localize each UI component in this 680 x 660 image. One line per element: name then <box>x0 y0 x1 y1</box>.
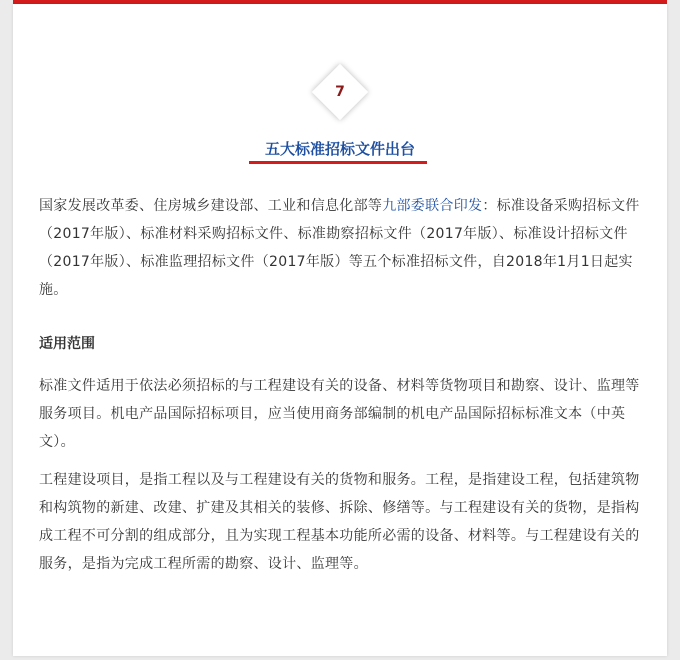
scope-heading: 适用范围 <box>39 336 95 352</box>
title-underline <box>249 161 427 164</box>
scope-paragraph-2: 工程建设项目，是指工程以及与工程建设有关的货物和服务。工程，是指建设工程，包括建筑物和构筑物的新建、改建、扩建及其相关的装修、拆除、修缮等。与工程建设有关的货物，是指构成工程不可分割的组成部分，且为实现工程基本功能所必需的设备、材料等。与工程建设有关的服务，是指为完成工程所需的勘察、设计、监理等。 <box>39 472 640 572</box>
intro-paragraph <box>39 192 643 304</box>
intro-link[interactable]: 九部委联合印发 <box>382 198 483 214</box>
section-number-badge <box>312 64 368 120</box>
scope-paragraph-1: 标准文件适用于依法必须招标的与工程建设有关的设备、材料等货物项目和勘察、设计、监理等服务项目。机电产品国际招标项目，应当使用商务部编制的机电产品国际招标标准文本（中英文）。 <box>39 378 640 450</box>
section-title: 五大标准招标文件出台 <box>264 140 415 158</box>
section-number: 7 <box>335 84 345 100</box>
intro-text-1: 国家发展改革委、住房城乡建设部、工业和信息化部等 <box>39 198 383 214</box>
intro-text-2: ：标准设备采购招标文件（2017年版）、标准材料采购招标文件、标准勘察招标文件（2017年版）、标准设计招标文件（2017年版）、标准监理招标文件（2017年版）等五个标准招标文件，自2018年1月1日起实施。 <box>39 198 640 298</box>
article-card <box>13 4 667 656</box>
